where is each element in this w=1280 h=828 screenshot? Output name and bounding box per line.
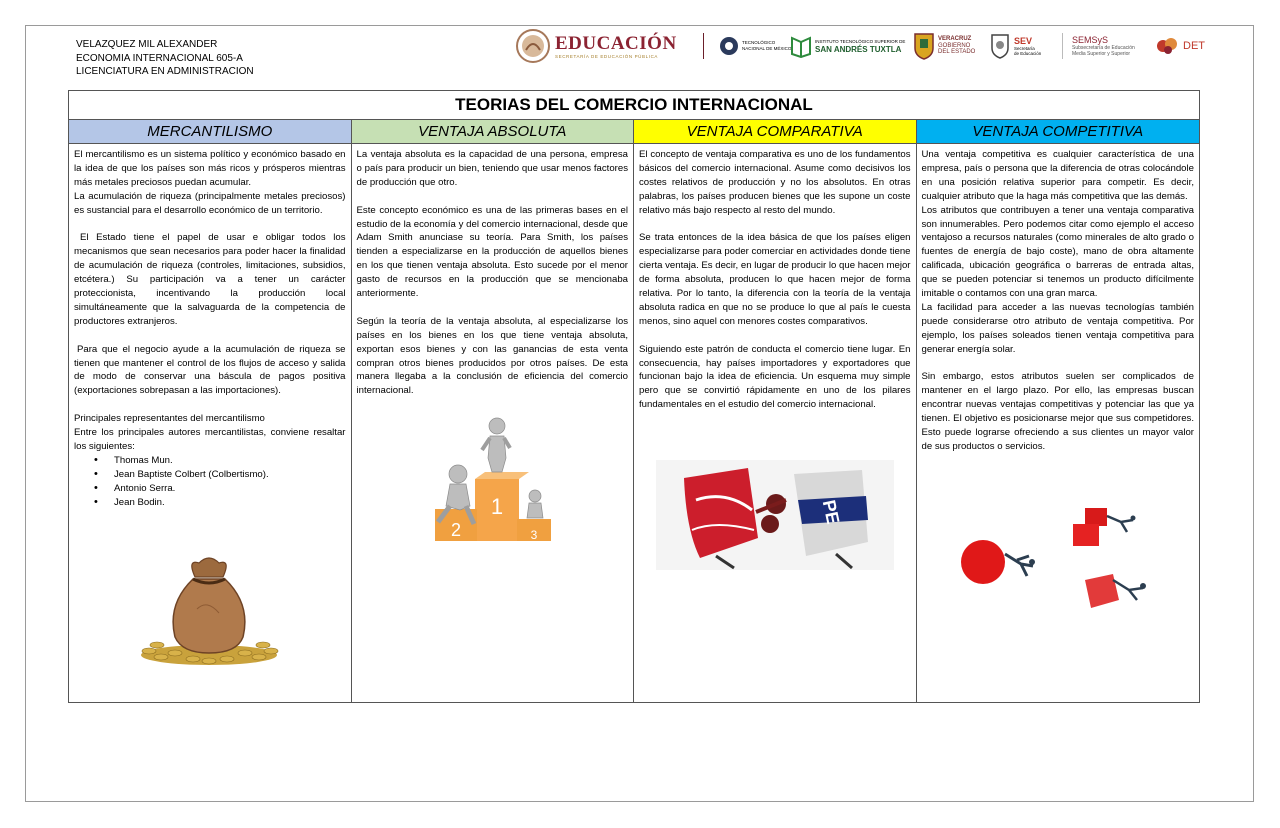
cans-boxing-image	[656, 460, 894, 570]
semsys-text-3: Media Superior y Superior	[1072, 51, 1131, 57]
tecnm-text-1: TECNOLÓGICO	[742, 40, 776, 45]
representatives-list	[74, 454, 346, 510]
veracruz-logo	[913, 27, 975, 65]
paragraph: Siguiendo este patrón de conducta el comercio tiene lugar. En consecuencia, hay países importadores y exportadores que funcionan bajo la idea de eficiencia. Un esquema muy simple pero que se convirtió rápidamente en uno de los pilares fundamentales en el estudio del comercio internacional.	[639, 343, 911, 411]
list-item: • Jean Baptiste Colbert (Colbertismo).	[114, 468, 346, 482]
mexico-seal-icon	[515, 28, 551, 64]
semsys-logo	[1072, 27, 1135, 65]
tecnm-text-2: NACIONAL DE MÉXICO	[742, 46, 792, 51]
educacion-title: EDUCACIÓN	[555, 32, 677, 54]
paragraph: Se trata entonces de la idea básica de que los países eligen especializarse para poder comerciar en actividades donde tiene cierta ventaja. Es decir, en lugar de producir lo que hacen mejor de forma absoluta, producen lo que hacen mejor de forma relativa. Por lo tanto, la diferencia con la teoría de la ventaja absoluta radica en que no se produce lo que al país le cuesta menos, sino aquel con menores costes comparativos.	[639, 232, 911, 327]
blank-line	[74, 218, 346, 232]
paragraph: Entre los principales autores mercantilistas, conviene resaltar los siguientes:	[74, 427, 346, 452]
table-body-row	[69, 144, 1199, 702]
header-ventaja-comparativa: VENTAJA COMPARATIVA	[634, 120, 917, 143]
logo-bar	[515, 27, 1225, 65]
logo-separator	[1062, 33, 1063, 59]
header-ventaja-absoluta: VENTAJA ABSOLUTA	[352, 120, 635, 143]
paragraph: Sin embargo, estos atributos suelen ser complicados de mantener en el largo plazo. Por ello, las empresas buscan encontrar nuevas ventajas competitivas y potenciar las que ya tienen. El objetivo es posicionarse mejor que sus competidores. Esto puede lograrse ofreciendo a sus clientes un mayor valor de sus productos o servicios.	[921, 371, 1194, 453]
comparison-table	[68, 90, 1200, 703]
paragraph: El concepto de ventaja comparativa es uno de los fundamentos básicos del comercio internacional. Asume como decisivos los costes relativos de producción y no los absolutos. En otras palabras, los países producen bienes que les supone un coste relativo más bajo respecto al resto del mundo.	[639, 149, 911, 216]
tecnm-logo	[719, 27, 791, 65]
blank-line	[639, 329, 911, 343]
blank-line	[357, 190, 629, 204]
podium-label-3: 3	[530, 528, 537, 542]
paragraph: El Estado tiene el papel de usar e obligar todos los mecanismos que sean necesarios para poder hacer la finalidad de acumulación de riqueza (controles, limitaciones, subsidios, etcétera.) Su participación va a tener un carácter proteccionista, incentivando la producción local simultáneamente que la salvaguarda de la competencia de productores extranjeros.	[74, 232, 346, 327]
pushing-shapes-image	[957, 504, 1187, 634]
list-item: • Thomas Mun.	[114, 454, 346, 468]
cell-ventaja-absoluta	[352, 144, 635, 702]
table-header-row	[69, 119, 1199, 144]
det-text: DET	[1183, 40, 1205, 52]
can-label: PE	[818, 498, 844, 526]
author-course: ECONOMIA INTERNACIONAL 605-A	[76, 52, 243, 64]
itssat-logo	[790, 27, 905, 65]
sev-text-1: SEV	[1014, 35, 1033, 46]
author-name: VELAZQUEZ MIL ALEXANDER	[76, 39, 218, 50]
paragraph: Según la teoría de la ventaja absoluta, al especializarse los países en los bienes en los que tiene ventaja absoluta, exportan esos bienes y con las ganancias de esta venta compran otros bienes producidos por otros países. De esta manera llegaba a la conclusión de eficiencia del comercio internacional.	[356, 315, 628, 397]
blank-line	[357, 301, 629, 315]
semsys-text-1: SEMSyS	[1072, 35, 1109, 45]
itssat-text-1: INSTITUTO TECNOLÓGICO SUPERIOR DE	[815, 39, 906, 44]
paragraph: La ventaja absoluta es la capacidad de una persona, empresa o país para producir un bien, teniendo que usar menos factores de producción que otro.	[356, 149, 628, 188]
sev-text-2: Secretaría	[1014, 45, 1035, 51]
author-block	[76, 38, 254, 79]
blank-line	[639, 218, 911, 232]
blank-line	[74, 398, 346, 412]
semsys-text-2: Subsecretaría de Educación	[1072, 45, 1135, 51]
cell-ventaja-comparativa	[634, 144, 917, 702]
paragraph: Este concepto económico es una de las primeras bases en el estudio de la economía y del comercio internacional, desde que Adam Smith anunciase su teoría. Para Smith, los países tienden a especializarse en la producción de aquellos bienes en los que tienen ventaja absoluta. Esto sucede por el menor gasto de recursos en la producción que se mencionaba anteriormente.	[356, 204, 628, 300]
educacion-subtitle: SECRETARÍA DE EDUCACIÓN PÚBLICA	[555, 53, 659, 59]
cell-mercantilismo	[69, 144, 352, 702]
det-logo	[1155, 27, 1205, 65]
table-title: TEORIAS DEL COMERCIO INTERNACIONAL	[455, 95, 813, 114]
author-program: LICENCIATURA EN ADMINISTRACION	[76, 66, 254, 77]
header-mercantilismo: MERCANTILISMO	[69, 120, 352, 143]
sev-seal-icon	[989, 33, 1011, 59]
blank-line	[74, 329, 346, 343]
det-flower-icon	[1155, 35, 1181, 57]
educacion-logo	[515, 27, 677, 65]
paragraph: Los atributos que contribuyen a tener una ventaja comparativa son innumerables. Pero podemos citar como ejemplo el acceso ventajoso a recursos naturales (como minerales de alto grado o fuentes de energía de bajo coste), mano de obra altamente calificada, ubicación geográfica o barreras de entrada altas, que se pueden potenciar si tenemos un producto difícilmente imitable o contamos con una gran marca.	[921, 204, 1194, 300]
list-item: • Antonio Serra.	[114, 482, 346, 496]
paragraph: Para que el negocio ayude a la acumulación de riqueza se tienen que mantener el control de los flujos de acceso y salida de modo de conservar una báscula de pagos positiva (exportaciones sobrepasan a las importaciones).	[74, 343, 346, 397]
veracruz-text-1: VERACRUZ	[938, 36, 972, 43]
itssat-book-icon	[790, 34, 812, 58]
paragraph: El mercantilismo es un sistema político y económico basado en la idea de que los países son más ricos y prósperos mientras más metales preciosos puedan acumular.	[74, 149, 346, 188]
blank-line	[922, 357, 1195, 371]
cell-ventaja-competitiva	[917, 144, 1200, 702]
podium-image	[430, 414, 565, 554]
sev-logo	[989, 27, 1041, 65]
paragraph: Principales representantes del mercantilismo	[74, 413, 265, 425]
veracruz-shield-icon	[913, 32, 935, 60]
veracruz-text-2: GOBIERNO	[938, 42, 971, 49]
podium-label-1: 1	[490, 494, 503, 519]
logo-separator	[703, 33, 704, 59]
money-bag-image	[137, 549, 282, 669]
sev-text-3: de Educación	[1014, 51, 1042, 56]
paragraph: Una ventaja competitiva es cualquier característica de una empresa, país o persona que la diferencia de otras colocándole en una posición relativa superior para competir. Es decir, cualquier atributo que la haga más competitiva que las demás.	[921, 149, 1194, 202]
veracruz-text-3: DEL ESTADO	[938, 49, 976, 56]
tecnm-gear-icon	[719, 35, 739, 57]
podium-label-2: 2	[450, 520, 461, 540]
list-item: • Jean Bodin.	[114, 496, 346, 510]
paragraph: La facilidad para acceder a las nuevas tecnologías también puede considerarse otro atributo de ventaja competitiva. Por ejemplo, los países soleados tienen ventaja competitiva para generar energía solar.	[921, 301, 1194, 355]
itssat-text-2: SAN ANDRÉS TUXTLA	[815, 45, 902, 54]
header-ventaja-competitiva: VENTAJA COMPETITIVA	[917, 120, 1200, 143]
paragraph: La acumulación de riqueza (principalmente metales preciosos) es sustancial para el desarrollo económico de un territorio.	[74, 190, 346, 216]
